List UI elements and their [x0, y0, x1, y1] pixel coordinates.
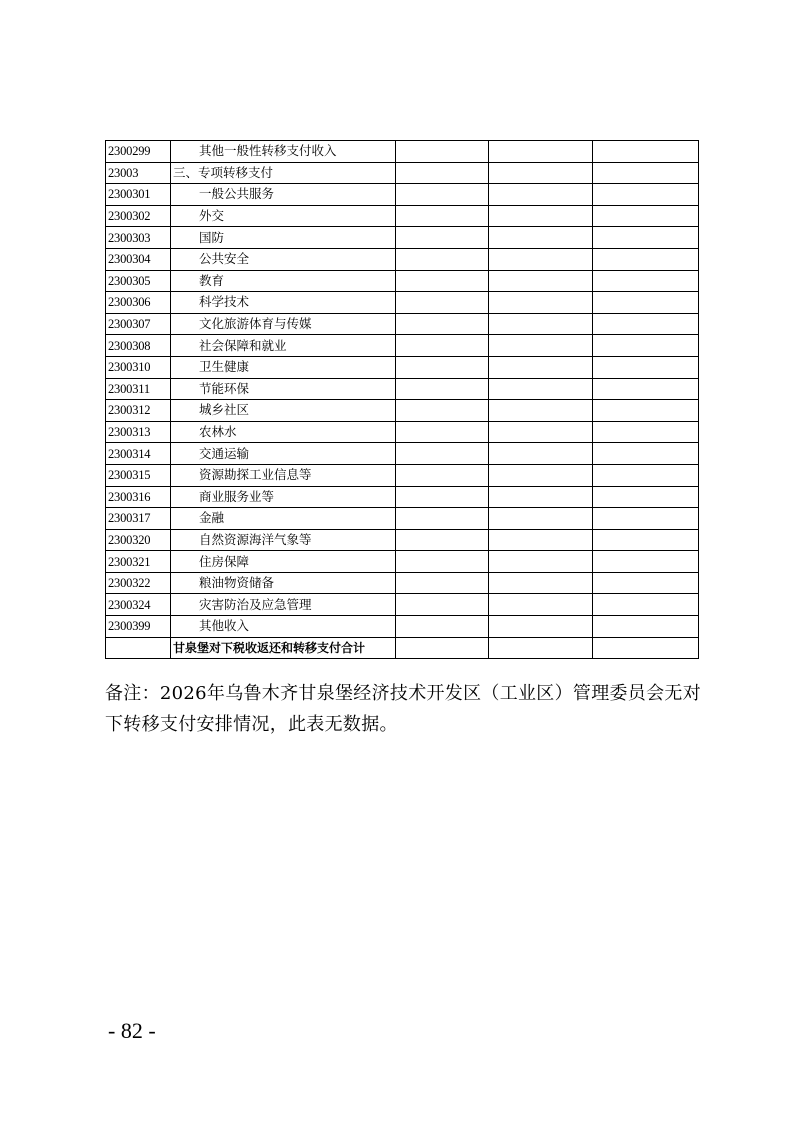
- amount-cell: [396, 162, 489, 184]
- subject-name-cell: 其他一般性转移支付收入: [171, 141, 396, 163]
- subject-name-cell: 三、专项转移支付: [171, 162, 396, 184]
- subject-code-cell: 2300399: [106, 616, 171, 638]
- amount-cell: [396, 184, 489, 206]
- table-body: [106, 141, 699, 659]
- subject-name-cell: 金融: [171, 508, 396, 530]
- amount-cell: [593, 616, 699, 638]
- amount-cell: [489, 508, 593, 530]
- amount-cell: [396, 421, 489, 443]
- amount-cell: [396, 616, 489, 638]
- subject-code-cell: 2300313: [106, 421, 171, 443]
- amount-cell: [489, 572, 593, 594]
- amount-cell: [489, 313, 593, 335]
- amount-cell: [489, 248, 593, 270]
- amount-cell: [396, 486, 489, 508]
- amount-cell: [489, 227, 593, 249]
- subject-code-cell: 2300310: [106, 356, 171, 378]
- amount-cell: [489, 356, 593, 378]
- table-row: [106, 141, 699, 163]
- table-row: [106, 227, 699, 249]
- subject-name-cell: 自然资源海洋气象等: [171, 529, 396, 551]
- subject-name-cell: 卫生健康: [171, 356, 396, 378]
- amount-cell: [396, 400, 489, 422]
- amount-cell: [489, 292, 593, 314]
- subject-code-cell: 2300306: [106, 292, 171, 314]
- subject-code-cell: 2300305: [106, 270, 171, 292]
- table-total-row: [106, 637, 699, 659]
- table-row: [106, 400, 699, 422]
- subject-name-cell: 甘泉堡对下税收返还和转移支付合计: [171, 637, 396, 659]
- subject-name-cell: 城乡社区: [171, 400, 396, 422]
- table-row: [106, 529, 699, 551]
- table-row: [106, 335, 699, 357]
- subject-code-cell: 2300301: [106, 184, 171, 206]
- amount-cell: [593, 205, 699, 227]
- amount-cell: [593, 572, 699, 594]
- amount-cell: [593, 594, 699, 616]
- table-row: [106, 248, 699, 270]
- table-row: [106, 464, 699, 486]
- table-row: [106, 486, 699, 508]
- subject-code-cell: 2300322: [106, 572, 171, 594]
- subject-code-cell: 2300308: [106, 335, 171, 357]
- amount-cell: [489, 184, 593, 206]
- amount-cell: [489, 335, 593, 357]
- amount-cell: [593, 248, 699, 270]
- subject-name-cell: 资源勘探工业信息等: [171, 464, 396, 486]
- table-row: [106, 162, 699, 184]
- table-row: [106, 594, 699, 616]
- amount-cell: [593, 421, 699, 443]
- subject-name-cell: 节能环保: [171, 378, 396, 400]
- amount-cell: [593, 400, 699, 422]
- table-row: [106, 443, 699, 465]
- amount-cell: [396, 227, 489, 249]
- amount-cell: [396, 508, 489, 530]
- amount-cell: [593, 162, 699, 184]
- subject-code-cell: 2300307: [106, 313, 171, 335]
- amount-cell: [489, 486, 593, 508]
- amount-cell: [396, 551, 489, 573]
- subject-code-cell: 2300312: [106, 400, 171, 422]
- table-row: [106, 313, 699, 335]
- table-note: 备注：2026年乌鲁木齐甘泉堡经济技术开发区（工业区）管理委员会无对下转移支付安排情况，此表无数据。: [105, 683, 702, 735]
- amount-cell: [489, 141, 593, 163]
- amount-cell: [593, 356, 699, 378]
- amount-cell: [396, 443, 489, 465]
- amount-cell: [489, 594, 593, 616]
- table-row: [106, 270, 699, 292]
- subject-code-cell: 2300311: [106, 378, 171, 400]
- amount-cell: [593, 508, 699, 530]
- amount-cell: [489, 400, 593, 422]
- subject-name-cell: 一般公共服务: [171, 184, 396, 206]
- table-row: [106, 551, 699, 573]
- amount-cell: [593, 335, 699, 357]
- subject-code-cell: 2300316: [106, 486, 171, 508]
- amount-cell: [489, 205, 593, 227]
- subject-name-cell: 公共安全: [171, 248, 396, 270]
- table-row: [106, 616, 699, 638]
- amount-cell: [396, 378, 489, 400]
- subject-code-cell: 2300321: [106, 551, 171, 573]
- table-row: [106, 356, 699, 378]
- amount-cell: [489, 529, 593, 551]
- amount-cell: [396, 270, 489, 292]
- amount-cell: [593, 464, 699, 486]
- subject-name-cell: 社会保障和就业: [171, 335, 396, 357]
- amount-cell: [396, 205, 489, 227]
- subject-code-cell: [106, 637, 171, 659]
- subject-name-cell: 交通运输: [171, 443, 396, 465]
- amount-cell: [593, 378, 699, 400]
- subject-code-cell: 2300320: [106, 529, 171, 551]
- subject-code-cell: 23003: [106, 162, 171, 184]
- amount-cell: [489, 637, 593, 659]
- subject-name-cell: 国防: [171, 227, 396, 249]
- table-row: [106, 378, 699, 400]
- subject-name-cell: 外交: [171, 205, 396, 227]
- amount-cell: [593, 292, 699, 314]
- table-row: [106, 292, 699, 314]
- amount-cell: [489, 270, 593, 292]
- page-number: - 82 -: [108, 1018, 156, 1043]
- subject-name-cell: 商业服务业等: [171, 486, 396, 508]
- amount-cell: [593, 486, 699, 508]
- amount-cell: [489, 378, 593, 400]
- amount-cell: [593, 637, 699, 659]
- amount-cell: [396, 248, 489, 270]
- amount-cell: [396, 141, 489, 163]
- subject-name-cell: 教育: [171, 270, 396, 292]
- amount-cell: [489, 464, 593, 486]
- amount-cell: [396, 529, 489, 551]
- amount-cell: [489, 616, 593, 638]
- amount-cell: [489, 162, 593, 184]
- subject-name-cell: 灾害防治及应急管理: [171, 594, 396, 616]
- amount-cell: [396, 637, 489, 659]
- subject-code-cell: 2300315: [106, 464, 171, 486]
- table-row: [106, 421, 699, 443]
- subject-code-cell: 2300302: [106, 205, 171, 227]
- subject-code-cell: 2300303: [106, 227, 171, 249]
- amount-cell: [489, 551, 593, 573]
- amount-cell: [593, 313, 699, 335]
- amount-cell: [593, 184, 699, 206]
- table-row: [106, 508, 699, 530]
- subject-name-cell: 粮油物资储备: [171, 572, 396, 594]
- subject-code-cell: 2300317: [106, 508, 171, 530]
- amount-cell: [396, 594, 489, 616]
- table-row: [106, 184, 699, 206]
- subject-code-cell: 2300314: [106, 443, 171, 465]
- amount-cell: [396, 356, 489, 378]
- amount-cell: [593, 529, 699, 551]
- amount-cell: [396, 335, 489, 357]
- subject-name-cell: 农林水: [171, 421, 396, 443]
- amount-cell: [396, 292, 489, 314]
- table-row: [106, 205, 699, 227]
- amount-cell: [396, 313, 489, 335]
- amount-cell: [593, 227, 699, 249]
- amount-cell: [593, 551, 699, 573]
- amount-cell: [593, 443, 699, 465]
- subject-name-cell: 文化旅游体育与传媒: [171, 313, 396, 335]
- amount-cell: [489, 421, 593, 443]
- amount-cell: [489, 443, 593, 465]
- amount-cell: [593, 270, 699, 292]
- amount-cell: [593, 141, 699, 163]
- subject-name-cell: 其他收入: [171, 616, 396, 638]
- subject-name-cell: 住房保障: [171, 551, 396, 573]
- table-row: [106, 572, 699, 594]
- subject-name-cell: 科学技术: [171, 292, 396, 314]
- subject-code-cell: 2300324: [106, 594, 171, 616]
- subject-code-cell: 2300299: [106, 141, 171, 163]
- subject-code-cell: 2300304: [106, 248, 171, 270]
- amount-cell: [396, 572, 489, 594]
- amount-cell: [396, 464, 489, 486]
- transfer-payment-table: [105, 140, 699, 659]
